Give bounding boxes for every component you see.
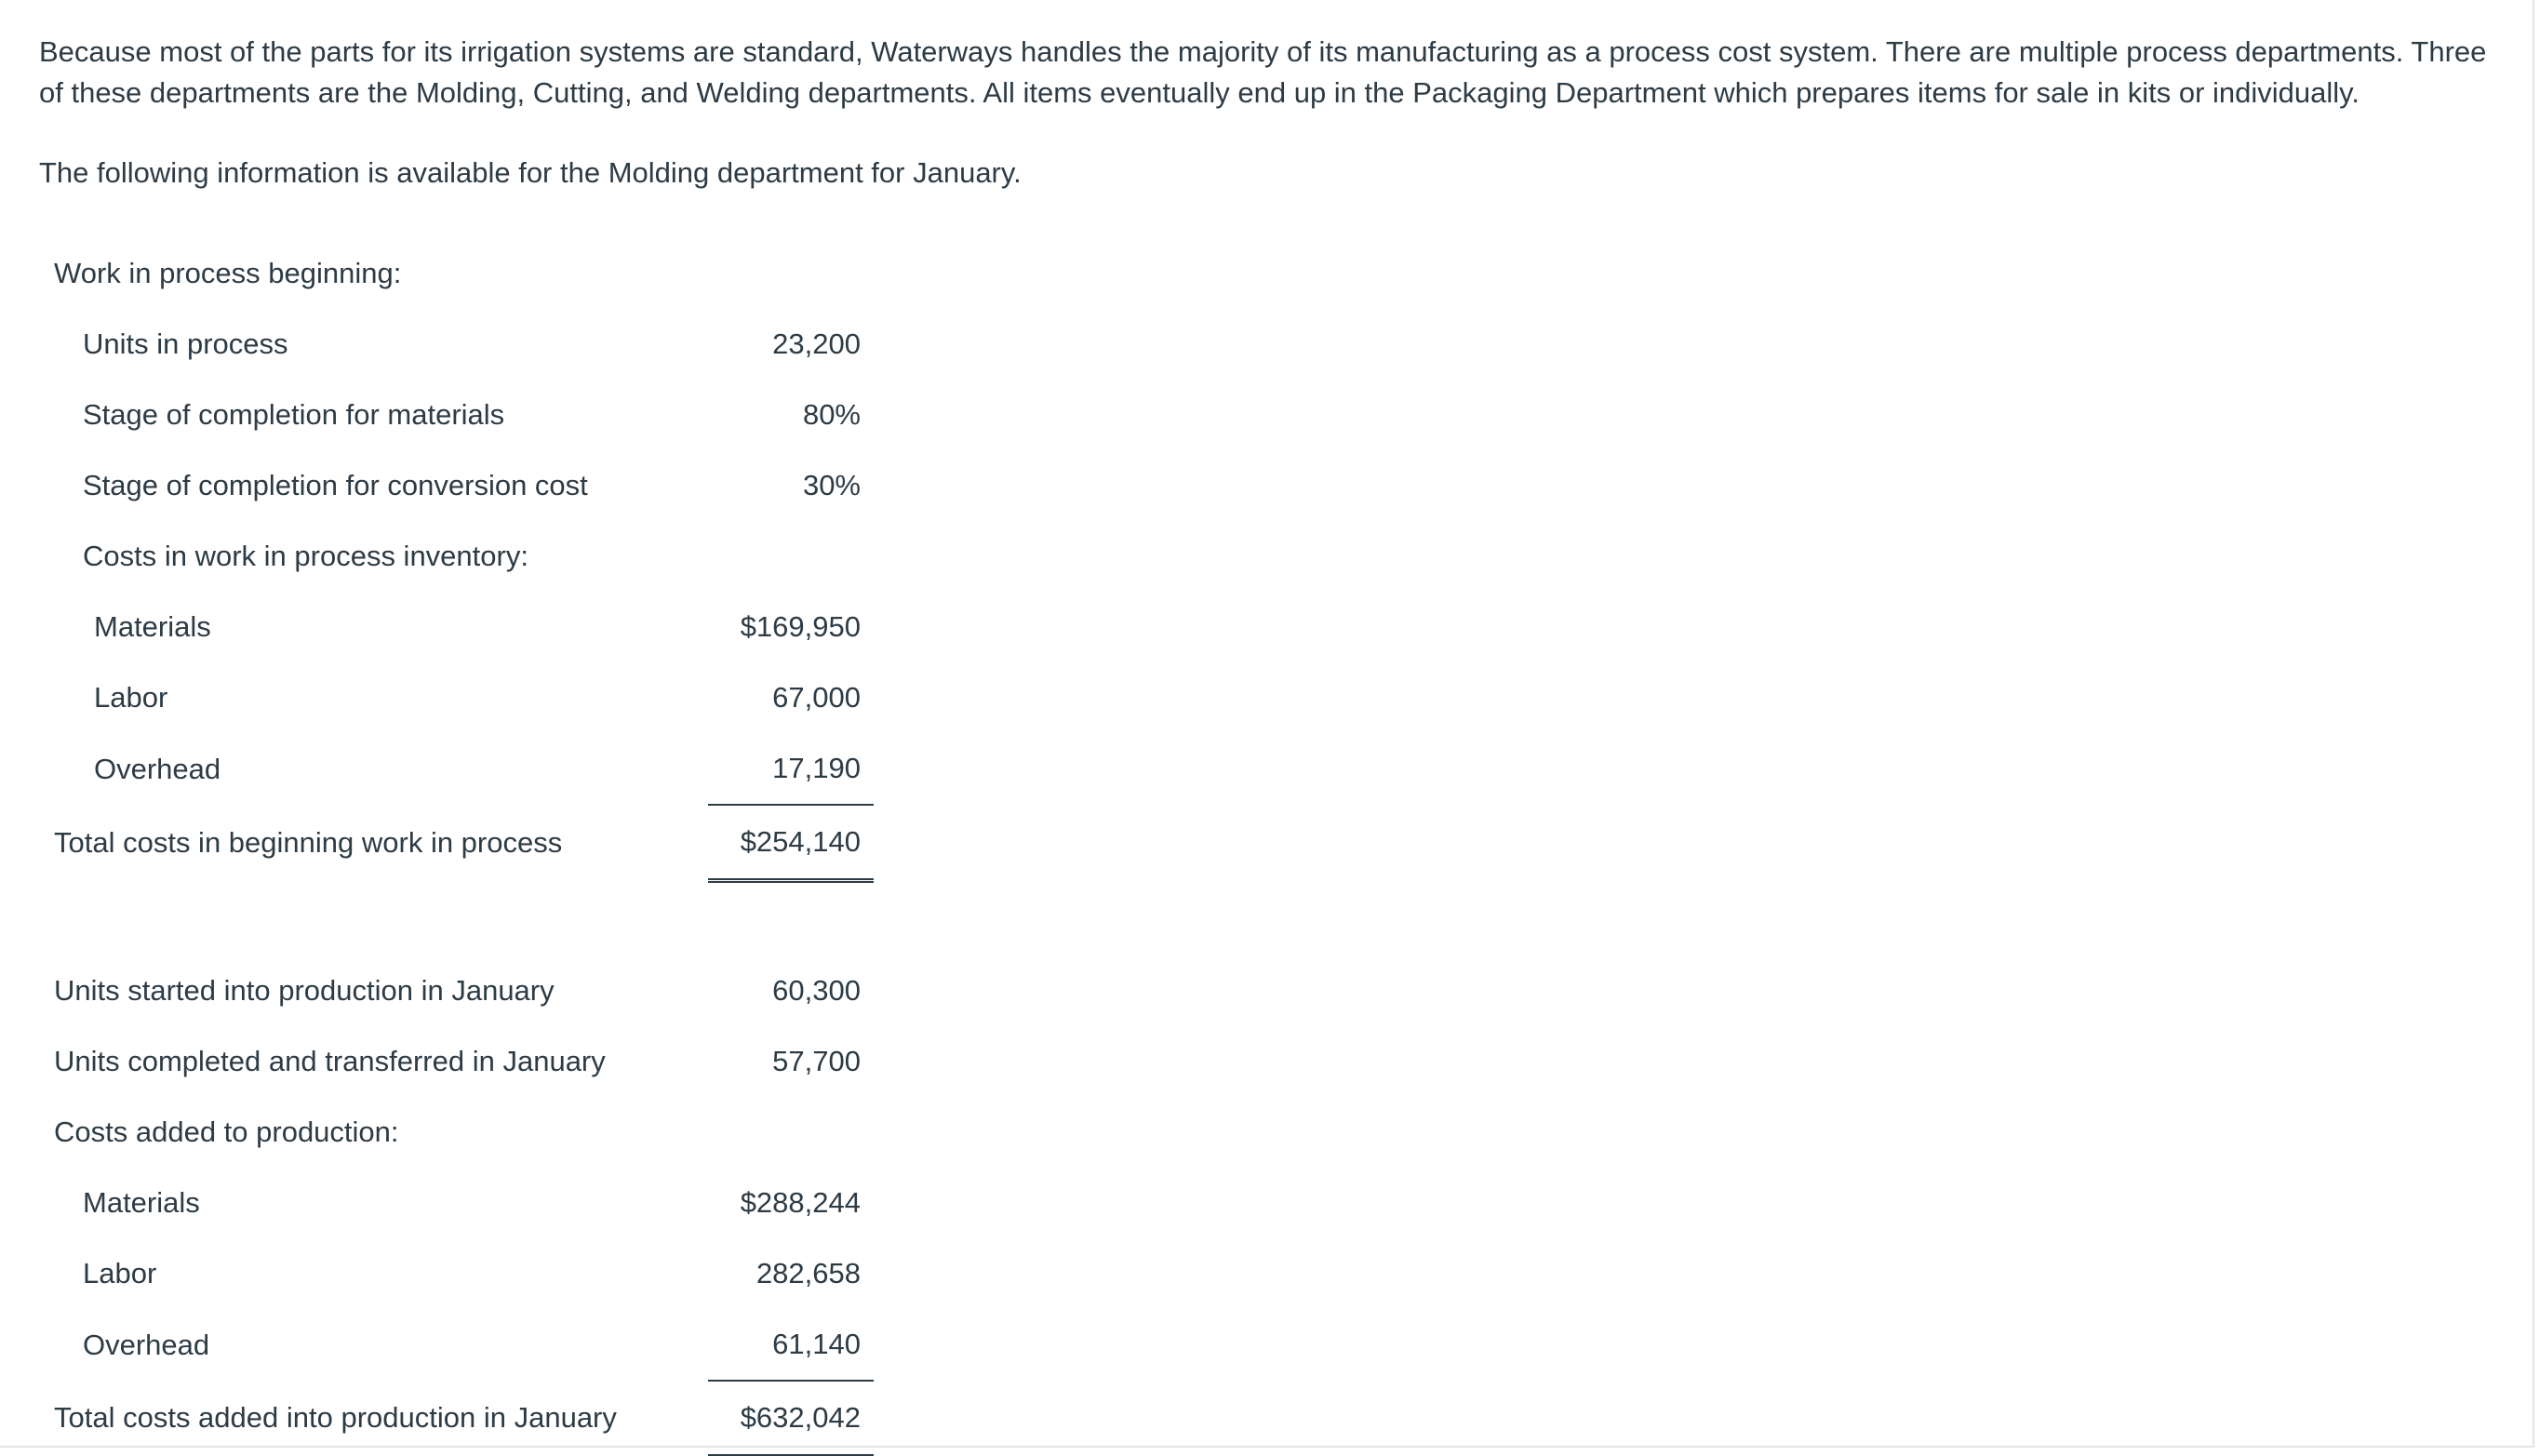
table-row xyxy=(39,1309,874,1381)
table-row xyxy=(39,380,874,450)
wip-overhead-value: 17,190 xyxy=(708,733,874,805)
units-completed-label: Units completed and transferred in January xyxy=(54,1045,606,1077)
added-labor-label: Labor xyxy=(83,1257,157,1289)
stage-materials-value: 80% xyxy=(802,398,861,431)
intro-paragraph: Because most of the parts for its irrigation systems are standard, Waterways handles the majority of its manufacturing as a process cost system. There are multiple process departments. Three of these departments are the Molding, Cutting, and Welding departments. All items eventually end up in the Packaging Department which prepares items for sale in kits or individually. xyxy=(39,35,2487,109)
table-row xyxy=(39,238,874,309)
table-row xyxy=(39,1168,874,1238)
table-row xyxy=(39,662,874,733)
table-row xyxy=(39,592,874,662)
stage-conversion-label: Stage of completion for conversion cost xyxy=(83,469,588,501)
table-row xyxy=(39,805,874,881)
question-content xyxy=(39,32,2514,194)
added-labor-value: 282,658 xyxy=(755,1257,861,1289)
units-in-process-value: 23,200 xyxy=(772,327,861,360)
costs-wip-header: Costs in work in process inventory: xyxy=(83,540,528,572)
spacer-row xyxy=(39,881,874,956)
info-paragraph: The following information is available for the Molding department for January. xyxy=(39,156,1022,189)
stage-conversion-value: 30% xyxy=(802,469,861,501)
table-row xyxy=(39,1097,874,1168)
table-row xyxy=(39,1026,874,1097)
table-row xyxy=(39,955,874,1026)
table-row xyxy=(39,521,874,592)
total-beginning-label: Total costs in beginning work in process xyxy=(54,825,563,859)
costs-added-header: Costs added to production: xyxy=(54,1115,399,1148)
wip-beginning-header: Work in process beginning: xyxy=(54,257,402,289)
units-started-value: 60,300 xyxy=(772,974,861,1007)
added-overhead-label: Overhead xyxy=(83,1328,210,1361)
table-row xyxy=(39,450,874,521)
total-added-label: Total costs added into production in January xyxy=(54,1401,617,1434)
wip-overhead-label: Overhead xyxy=(94,752,221,785)
table-row xyxy=(39,1238,874,1309)
wip-labor-value: 67,000 xyxy=(772,681,861,714)
wip-materials-label: Materials xyxy=(94,610,211,643)
total-added-value: $632,042 xyxy=(708,1381,874,1455)
wip-materials-value: $169,950 xyxy=(740,610,861,643)
added-overhead-value: 61,140 xyxy=(708,1309,874,1381)
units-started-label: Units started into production in January xyxy=(54,974,555,1007)
stage-materials-label: Stage of completion for materials xyxy=(83,398,505,431)
wip-labor-label: Labor xyxy=(94,681,168,714)
table-row xyxy=(39,1381,874,1455)
table-row xyxy=(39,733,874,805)
table-row xyxy=(39,309,874,380)
added-materials-value: $288,244 xyxy=(740,1186,861,1219)
added-materials-label: Materials xyxy=(83,1186,200,1219)
units-in-process-label: Units in process xyxy=(83,327,288,360)
molding-department-table xyxy=(39,238,874,1456)
total-beginning-value: $254,140 xyxy=(708,805,874,881)
units-completed-value: 57,700 xyxy=(772,1045,861,1077)
